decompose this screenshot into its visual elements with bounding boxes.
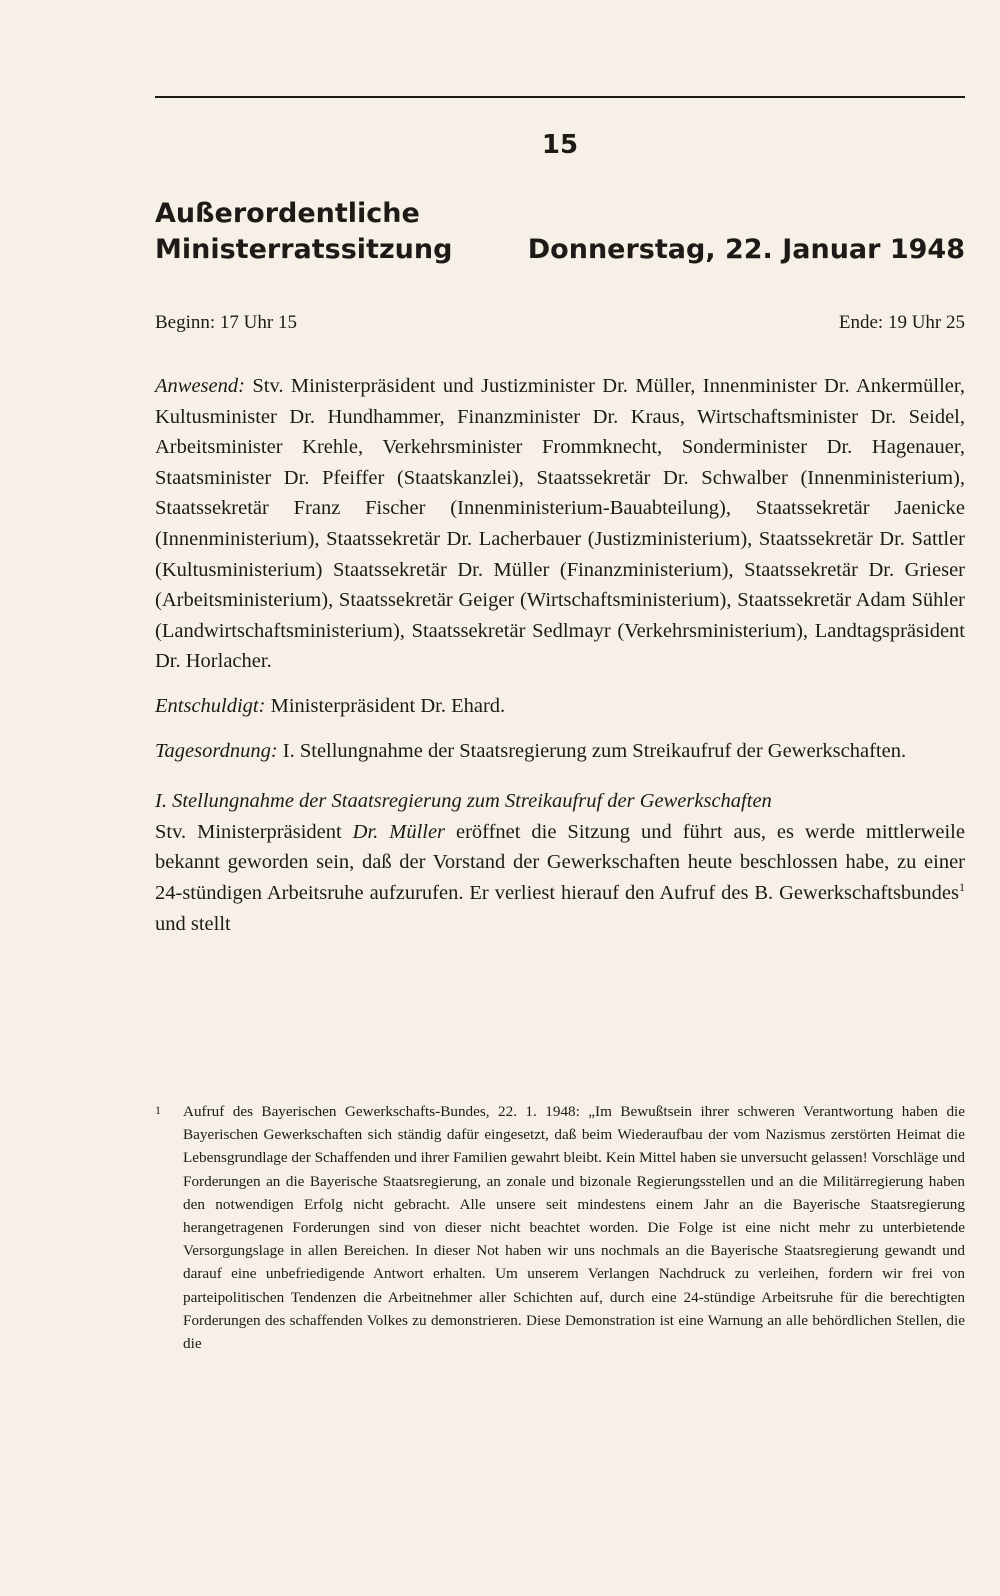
start-time: Beginn: 17 Uhr 15 (155, 312, 297, 333)
speaker-name: Dr. Müller (352, 820, 446, 843)
agenda-text: I. Stellungnahme der Staatsregierung zum Streikaufruf der Gewerkschaften. (277, 739, 907, 762)
footnote-text: Aufruf des Bayerischen Gewerkschafts-Bundes, 22. 1. 1948: „Im Bewußtsein ihrer schweren Verantwortung haben die Bayerischen Gewerkschaften sich ständig dafür eingesetzt, daß beim Wiederaufbau der vom Nazismus zerstörten Heimat die Lebensgrundlage der Schaffenden und ihrer Familien gewahrt bleibt. Kein Mittel haben sie unversucht gelassen! Vorschläge und Forderungen an die Bayerische Staatsregierung, an zonale und bizonale Regierungsstellen und an die Militärregierung haben den notwendigen Erfolg nicht gebracht. Alle unsere seit mindestens einem Jahr an die Bayerische Staatsregierung herangetragenen Forderungen sind von dieser nicht beachtet worden. Die Folge ist eine nicht mehr zu unterbietende Versorgungslage in allen Bereichen. In dieser Not haben wir uns nochmals an die Bayerische Staatsregierung gewandt und darauf eine unbefriedigende Antwort erhalten. Um unserem Verlangen Nachdruck zu verleihen, fordern wir frei von parteipolitischen Tendenzen die Arbeitnehmer aller Schichten auf, durch eine 24-stündige Arbeitsruhe für die berechtigten Forderungen des schaffenden Volkes zu demonstrieren. Diese Demonstration ist eine Warnung an alle behördlichen Stellen, die die (183, 1103, 965, 1353)
excused-label: Entschuldigt: (155, 694, 266, 717)
meeting-times (155, 312, 965, 334)
section-heading: I. Stellungnahme der Staatsregierung zum Streikaufruf der Gewerkschaften (155, 790, 772, 813)
excused-text: Ministerpräsident Dr. Ehard. (265, 694, 506, 717)
end-time: Ende: 19 Uhr 25 (838, 312, 965, 333)
document-number: 15 (541, 130, 579, 160)
meeting-date: Donnerstag, 22. Januar 1948 (527, 234, 965, 265)
document-title (155, 196, 965, 268)
footnote-mark: 1 (155, 1103, 161, 1117)
attendees-text: Stv. Ministerpräsident und Justizminister Dr. Müller, Innenminister Dr. Ankermüller, Kultusminister Dr. Hundhammer, Finanzminister Dr. Kraus, Wirtschaftsminister Dr. Seidel, Arbeitsminister Krehle, Verkehrsminister Frommknecht, Sonderminister Dr. Hagenauer, Staatsminister Dr. Pfeiffer (Staatskanzlei), Staatssekretär Dr. Schwalber (Innenministerium), Staatssekretär Franz Fischer (Innenministerium-Bauabteilung), Staatssekretär Jaenicke (Innenministerium), Staatssekretär Dr. Lacherbauer (Justizministerium), Staatssekretär Dr. Sattler (Kultusministerium) Staatssekretär Dr. Müller (Finanzministerium), Staatssekretär Dr. Grieser (Arbeitsministerium), Staatssekretär Geiger (Wirtschaftsministerium), Staatssekretär Adam Sühler (Landwirtschaftsministerium), Staatssekretär Sedlmayr (Verkehrsministerium), Landtagspräsident Dr. Horlacher. (155, 375, 965, 673)
header-rule (155, 96, 965, 98)
attendees-label: Anwesend: (155, 375, 245, 397)
excused-paragraph (155, 691, 965, 722)
opening-paragraph (155, 817, 965, 939)
footnotes (155, 1100, 965, 1355)
opening-text-end: und stellt (155, 912, 231, 935)
main-text (155, 371, 965, 939)
agenda-paragraph (155, 736, 965, 767)
footnote-1 (155, 1100, 965, 1355)
agenda-label: Tagesordnung: (155, 739, 278, 762)
footnote-reference: 1 (959, 880, 965, 895)
title-line-1: Außerordentliche (155, 198, 420, 229)
opening-text-middle: eröffnet die Sitzung und führt aus, es werde mittlerweile bekannt geworden sein, daß der Vorstand der Gewerkschaften heute beschlossen habe, zu einer 24-stündigen Arbeitsruhe aufzurufen. Er verliest hierauf den Aufruf des B. Gewerkschaftsbundes (155, 820, 965, 904)
title-line-2: Ministerratssitzung (155, 234, 453, 265)
attendees-paragraph (155, 371, 965, 677)
title-row-2 (155, 232, 965, 268)
opening-text-start: Stv. Ministerpräsident (155, 820, 353, 843)
